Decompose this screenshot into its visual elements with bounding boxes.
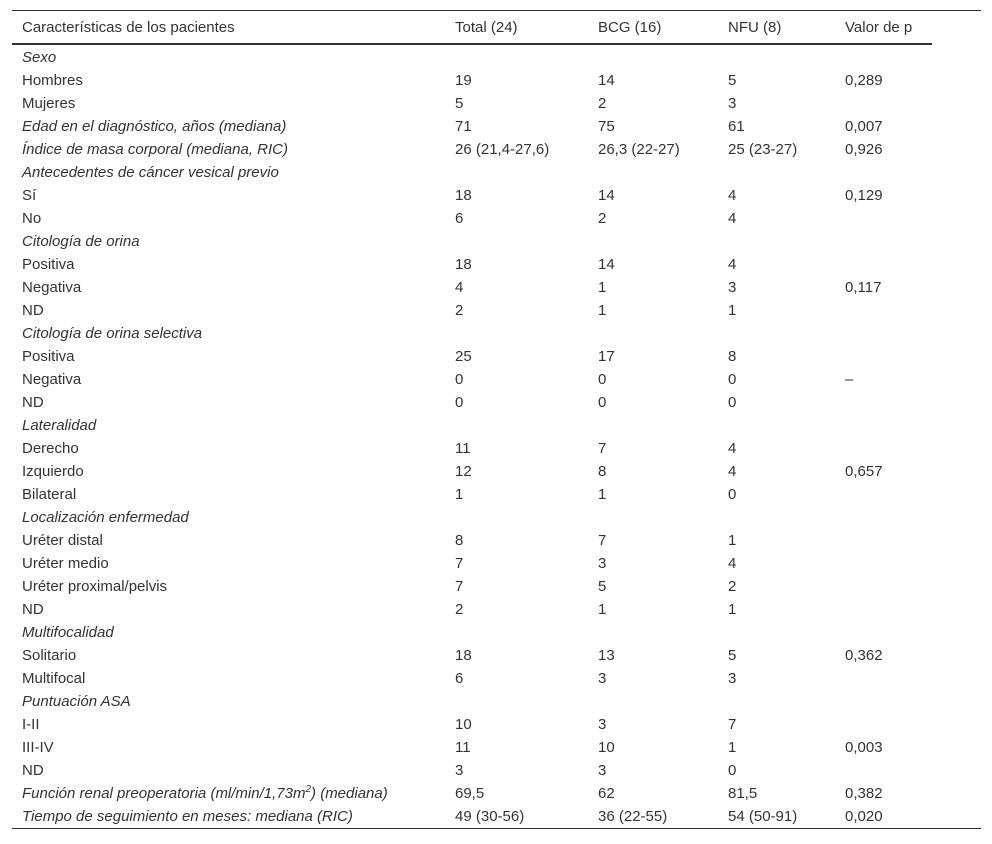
cell-p-value bbox=[835, 92, 932, 115]
cell-bcg: 1 bbox=[598, 486, 607, 503]
table-row bbox=[12, 713, 932, 736]
cell-p-value bbox=[835, 552, 932, 575]
cell-nfu: 1 bbox=[728, 601, 737, 618]
table-row bbox=[12, 736, 932, 759]
cell-p-value bbox=[835, 230, 932, 253]
table-row bbox=[12, 552, 932, 575]
table-row bbox=[12, 299, 932, 322]
cell-bcg bbox=[588, 230, 718, 253]
cell-nfu: 7 bbox=[728, 716, 737, 733]
cell-p-value bbox=[835, 253, 932, 276]
cell-nfu: 4 bbox=[728, 463, 737, 480]
row-label: Solitario bbox=[22, 647, 77, 664]
cell-nfu: 61 bbox=[728, 118, 745, 135]
table-row bbox=[12, 529, 932, 552]
cell-nfu: 4 bbox=[728, 210, 737, 227]
cell-p-value: 0,117 bbox=[845, 279, 882, 296]
cell-bcg: 0 bbox=[598, 394, 607, 411]
cell-total bbox=[445, 506, 588, 529]
cell-bcg: 14 bbox=[598, 72, 615, 89]
cell-bcg bbox=[588, 322, 718, 345]
cell-p-value: 0,657 bbox=[845, 463, 883, 480]
cell-total: 6 bbox=[455, 670, 464, 687]
row-label: ND bbox=[22, 394, 44, 411]
cell-p-value bbox=[835, 391, 932, 414]
cell-nfu: 8 bbox=[728, 348, 737, 365]
row-label: Tiempo de seguimiento en meses: mediana (RIC) bbox=[22, 808, 353, 825]
cell-p-value bbox=[835, 713, 932, 736]
cell-total: 2 bbox=[455, 302, 464, 319]
row-label: ND bbox=[22, 601, 44, 618]
cell-total: 71 bbox=[455, 118, 472, 135]
row-label: Positiva bbox=[22, 256, 75, 273]
section-label: Antecedentes de cáncer vesical previo bbox=[22, 164, 279, 181]
cell-nfu bbox=[718, 506, 835, 529]
patient-characteristics-table-wrapper bbox=[12, 10, 981, 829]
row-label-superscript: 2 bbox=[305, 784, 312, 795]
cell-p-value bbox=[835, 575, 932, 598]
cell-nfu bbox=[718, 414, 835, 437]
table-body bbox=[12, 44, 932, 828]
cell-p-value bbox=[835, 667, 932, 690]
row-label bbox=[12, 782, 445, 805]
cell-total bbox=[445, 161, 588, 184]
cell-total: 2 bbox=[455, 601, 464, 618]
table-row bbox=[12, 575, 932, 598]
table-row bbox=[12, 483, 932, 506]
table-row bbox=[12, 253, 932, 276]
section-label: Localización enfermedad bbox=[22, 509, 189, 526]
header-bcg: BCG (16) bbox=[588, 11, 718, 44]
section-row bbox=[12, 506, 932, 529]
row-label: Multifocal bbox=[22, 670, 86, 687]
cell-nfu bbox=[718, 322, 835, 345]
cell-p-value: 0,926 bbox=[845, 141, 883, 158]
cell-p-value: 0,382 bbox=[845, 785, 883, 802]
row-label: ND bbox=[22, 762, 44, 779]
cell-bcg: 3 bbox=[598, 762, 607, 779]
section-label: Citología de orina selectiva bbox=[22, 325, 203, 342]
cell-nfu: 1 bbox=[728, 739, 737, 756]
row-label: Izquierdo bbox=[22, 463, 84, 480]
cell-p-value: 0,020 bbox=[845, 808, 883, 825]
cell-nfu: 3 bbox=[728, 279, 737, 296]
cell-nfu: 2 bbox=[728, 578, 737, 595]
cell-bcg: 1 bbox=[598, 279, 607, 296]
table-row bbox=[12, 69, 932, 92]
cell-bcg: 1 bbox=[598, 302, 607, 319]
cell-total: 3 bbox=[455, 762, 464, 779]
cell-p-value bbox=[835, 322, 932, 345]
table-row bbox=[12, 644, 932, 667]
cell-nfu: 0 bbox=[728, 762, 737, 779]
row-label: Positiva bbox=[22, 348, 75, 365]
cell-p-value bbox=[835, 161, 932, 184]
cell-p-value bbox=[835, 44, 932, 69]
table-row bbox=[12, 345, 932, 368]
cell-bcg: 75 bbox=[598, 118, 615, 135]
cell-nfu: 3 bbox=[728, 95, 737, 112]
cell-total: 49 (30-56) bbox=[455, 808, 525, 825]
patient-characteristics-table bbox=[12, 11, 932, 828]
cell-bcg: 13 bbox=[598, 647, 615, 664]
cell-nfu: 4 bbox=[728, 555, 737, 572]
cell-total: 12 bbox=[455, 463, 472, 480]
table-row bbox=[12, 276, 932, 299]
table-row bbox=[12, 598, 932, 621]
cell-bcg: 2 bbox=[598, 95, 607, 112]
cell-nfu: 5 bbox=[728, 647, 737, 664]
cell-p-value: 0,007 bbox=[845, 118, 883, 135]
cell-bcg: 7 bbox=[598, 440, 607, 457]
cell-bcg: 26,3 (22-27) bbox=[598, 141, 680, 158]
table-row bbox=[12, 138, 932, 161]
cell-total: 11 bbox=[455, 440, 471, 457]
cell-bcg bbox=[588, 161, 718, 184]
table-row bbox=[12, 460, 932, 483]
cell-total bbox=[445, 621, 588, 644]
cell-total bbox=[445, 322, 588, 345]
table-row bbox=[12, 184, 932, 207]
section-row bbox=[12, 230, 932, 253]
cell-bcg: 36 (22-55) bbox=[598, 808, 668, 825]
cell-total: 10 bbox=[455, 716, 472, 733]
cell-nfu: 4 bbox=[728, 440, 737, 457]
row-label-text: Función renal preoperatoria (ml/min/1,73m bbox=[22, 785, 306, 802]
cell-total: 18 bbox=[455, 187, 472, 204]
section-row bbox=[12, 414, 932, 437]
cell-bcg: 14 bbox=[598, 187, 615, 204]
cell-total: 25 bbox=[455, 348, 472, 365]
cell-nfu bbox=[718, 690, 835, 713]
cell-nfu bbox=[718, 161, 835, 184]
cell-bcg: 5 bbox=[598, 578, 607, 595]
cell-nfu: 0 bbox=[728, 394, 737, 411]
cell-bcg: 10 bbox=[598, 739, 615, 756]
table-row bbox=[12, 759, 932, 782]
cell-total: 4 bbox=[455, 279, 464, 296]
cell-bcg bbox=[588, 414, 718, 437]
cell-nfu bbox=[718, 44, 835, 69]
section-label: Puntuación ASA bbox=[22, 693, 131, 710]
cell-total: 6 bbox=[455, 210, 464, 227]
section-label: Citología de orina bbox=[22, 233, 140, 250]
cell-nfu bbox=[718, 230, 835, 253]
cell-total: 18 bbox=[455, 647, 472, 664]
cell-total bbox=[445, 230, 588, 253]
cell-bcg: 3 bbox=[598, 716, 607, 733]
row-label: I-II bbox=[22, 716, 40, 733]
cell-p-value bbox=[835, 345, 932, 368]
cell-total: 7 bbox=[455, 555, 464, 572]
cell-bcg: 2 bbox=[598, 210, 607, 227]
cell-total: 26 (21,4-27,6) bbox=[455, 141, 550, 158]
header-nfu: NFU (8) bbox=[718, 11, 835, 44]
cell-nfu: 3 bbox=[728, 670, 737, 687]
section-label: Sexo bbox=[22, 48, 57, 66]
row-label: Negativa bbox=[22, 279, 82, 296]
cell-bcg: 8 bbox=[598, 463, 607, 480]
cell-nfu: 25 (23-27) bbox=[728, 141, 798, 158]
cell-bcg: 1 bbox=[598, 601, 607, 618]
cell-p-value bbox=[835, 759, 932, 782]
cell-p-value: 0,289 bbox=[845, 72, 883, 89]
row-label: Bilateral bbox=[22, 486, 77, 503]
section-row bbox=[12, 44, 932, 69]
row-label: Negativa bbox=[22, 371, 82, 388]
table-row bbox=[12, 391, 932, 414]
table-row bbox=[12, 115, 932, 138]
cell-nfu: 0 bbox=[728, 371, 737, 388]
cell-p-value bbox=[835, 621, 932, 644]
cell-p-value: 0,129 bbox=[845, 187, 883, 204]
cell-p-value bbox=[835, 598, 932, 621]
cell-total bbox=[445, 690, 588, 713]
cell-bcg: 3 bbox=[598, 670, 607, 687]
cell-p-value bbox=[835, 414, 932, 437]
section-label: Multifocalidad bbox=[22, 624, 114, 641]
row-label-text-after: ) (mediana) bbox=[311, 785, 388, 802]
cell-total: 8 bbox=[455, 532, 464, 549]
cell-nfu: 1 bbox=[728, 302, 737, 319]
cell-bcg: 0 bbox=[598, 371, 607, 388]
table-row bbox=[12, 368, 932, 391]
cell-total: 5 bbox=[455, 95, 464, 112]
cell-bcg bbox=[588, 690, 718, 713]
table-row bbox=[12, 667, 932, 690]
cell-nfu: 5 bbox=[728, 72, 737, 89]
cell-p-value bbox=[835, 690, 932, 713]
row-label: Mujeres bbox=[22, 95, 76, 112]
cell-bcg: 3 bbox=[598, 555, 607, 572]
cell-total: 19 bbox=[455, 72, 472, 89]
header-characteristics: Características de los pacientes bbox=[12, 11, 445, 44]
cell-p-value bbox=[835, 483, 932, 506]
cell-total: 11 bbox=[455, 739, 471, 756]
cell-bcg bbox=[588, 621, 718, 644]
cell-p-value bbox=[835, 437, 932, 460]
cell-p-value: 0,362 bbox=[845, 647, 883, 664]
cell-nfu: 0 bbox=[728, 486, 737, 503]
header-total: Total (24) bbox=[445, 11, 588, 44]
cell-p-value bbox=[835, 529, 932, 552]
cell-total: 18 bbox=[455, 256, 472, 273]
cell-bcg: 7 bbox=[598, 532, 607, 549]
cell-total: 7 bbox=[455, 578, 464, 595]
cell-bcg: 62 bbox=[598, 785, 615, 802]
header-p-value: Valor de p bbox=[835, 11, 932, 44]
cell-p-value bbox=[835, 207, 932, 230]
table-row bbox=[12, 92, 932, 115]
cell-total bbox=[445, 44, 588, 69]
cell-total: 1 bbox=[455, 486, 464, 503]
cell-nfu: 1 bbox=[728, 532, 737, 549]
cell-total bbox=[445, 414, 588, 437]
section-row bbox=[12, 322, 932, 345]
row-label: Sí bbox=[22, 187, 37, 204]
row-label: Uréter medio bbox=[22, 555, 109, 572]
section-row bbox=[12, 621, 932, 644]
row-label: Derecho bbox=[22, 440, 79, 457]
row-label: ND bbox=[22, 302, 44, 319]
section-row bbox=[12, 690, 932, 713]
table-row bbox=[12, 782, 932, 805]
cell-bcg: 14 bbox=[598, 256, 615, 273]
cell-total: 69,5 bbox=[455, 785, 485, 802]
cell-bcg bbox=[588, 44, 718, 69]
section-row bbox=[12, 161, 932, 184]
table-row bbox=[12, 207, 932, 230]
row-label: III-IV bbox=[22, 739, 54, 756]
cell-nfu: 54 (50-91) bbox=[728, 808, 798, 825]
cell-bcg: 17 bbox=[598, 348, 615, 365]
cell-total: 0 bbox=[455, 371, 464, 388]
header-row bbox=[12, 11, 932, 44]
table-header bbox=[12, 11, 932, 44]
cell-total: 0 bbox=[455, 394, 464, 411]
cell-nfu: 81,5 bbox=[728, 785, 758, 802]
row-label: No bbox=[22, 210, 42, 227]
row-label: Uréter distal bbox=[22, 532, 103, 549]
cell-bcg bbox=[588, 506, 718, 529]
cell-nfu: 4 bbox=[728, 256, 737, 273]
cell-p-value bbox=[835, 299, 932, 322]
row-label: Índice de masa corporal (mediana, RIC) bbox=[22, 141, 288, 158]
row-label: Uréter proximal/pelvis bbox=[22, 578, 168, 595]
section-label: Lateralidad bbox=[22, 417, 97, 434]
cell-nfu: 4 bbox=[728, 187, 737, 204]
row-label: Hombres bbox=[22, 72, 83, 89]
table-row bbox=[12, 805, 932, 828]
cell-nfu bbox=[718, 621, 835, 644]
table-row bbox=[12, 437, 932, 460]
cell-p-value bbox=[835, 506, 932, 529]
cell-p-value: 0,003 bbox=[845, 739, 883, 756]
cell-p-value: – bbox=[845, 371, 854, 388]
row-label: Edad en el diagnóstico, años (mediana) bbox=[22, 118, 287, 135]
